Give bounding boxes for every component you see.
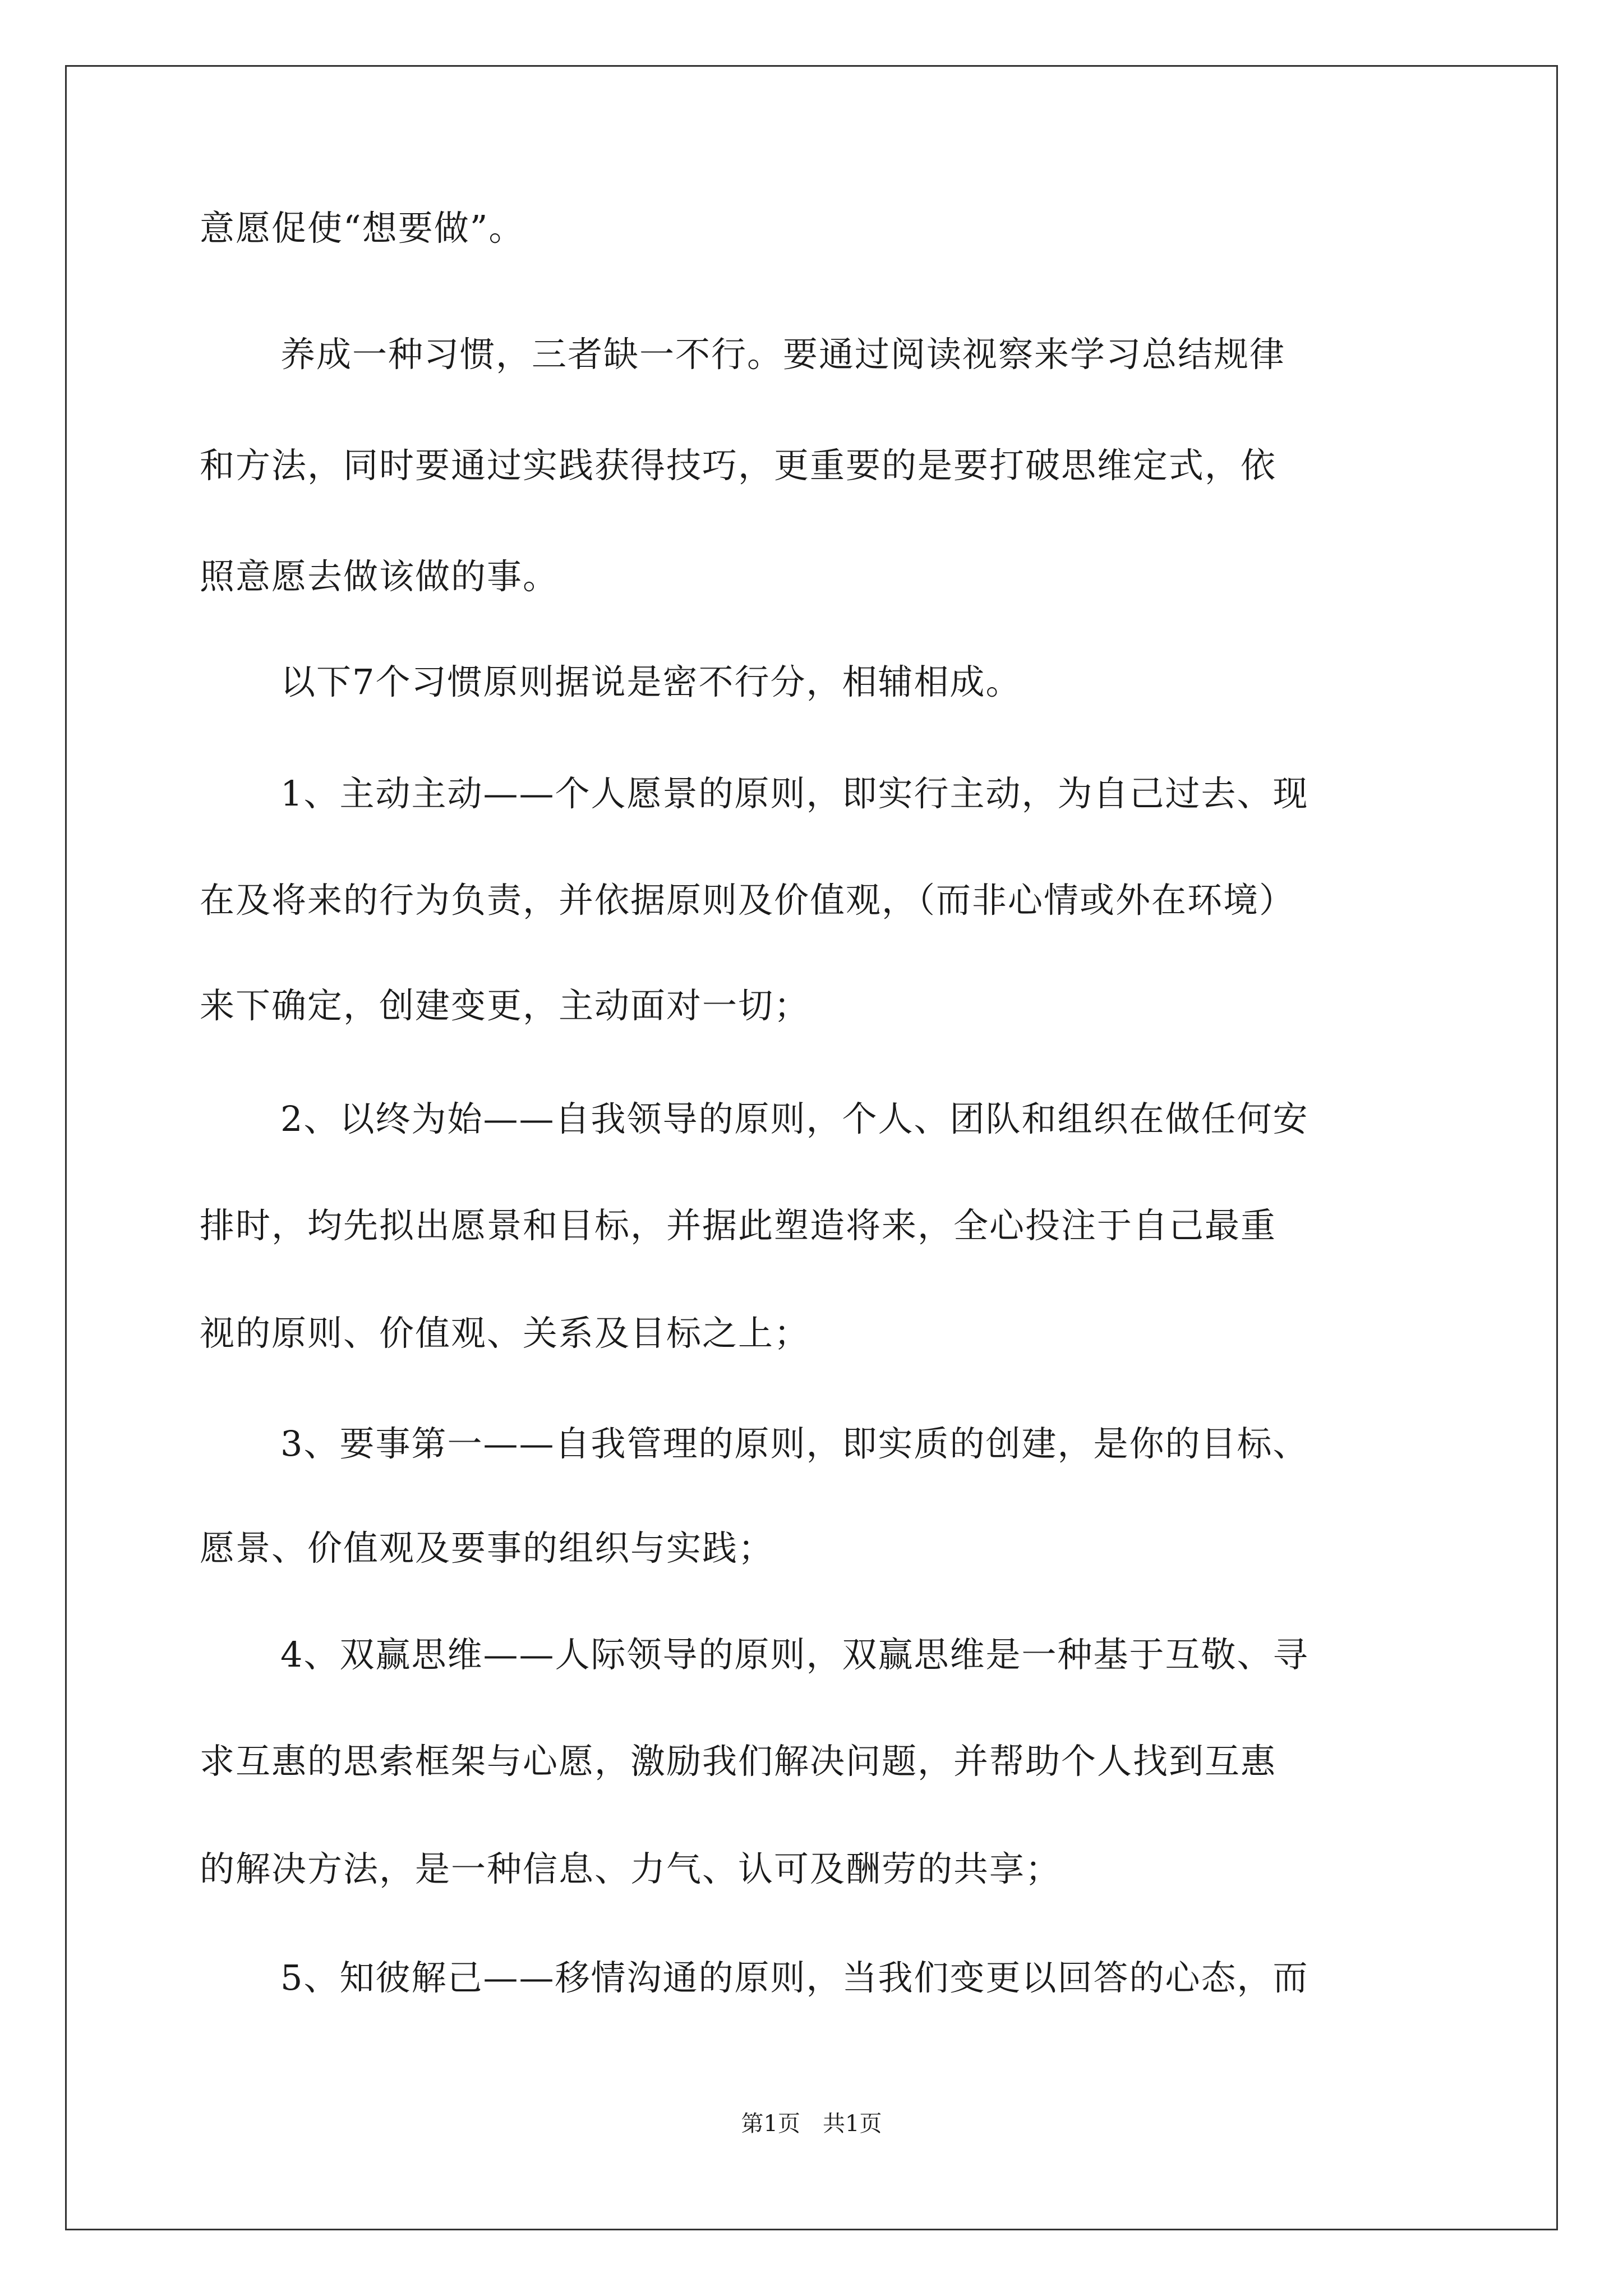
text-line: 在及将来的行为负责，并依据原则及价值观，（而非心情或外在环境）: [200, 880, 1295, 921]
text-line: 照意愿去做该做的事。: [200, 556, 559, 597]
text-line: 2、以终为始——自我领导的原则，个人、团队和组织在做任何安: [280, 1098, 1309, 1139]
page-border: [65, 65, 1558, 2230]
text-line: 1、主动主动——个人愿景的原则，即实行主动，为自己过去、现: [280, 773, 1309, 814]
text-line: 愿景、价值观及要事的组织与实践；: [200, 1527, 774, 1568]
text-line: 视的原则、价值观、关系及目标之上；: [200, 1313, 810, 1354]
text-line: 求互惠的思索框架与心愿，激励我们解决问题，并帮助个人找到互惠: [200, 1741, 1277, 1782]
text-line: 和方法，同时要通过实践获得技巧，更重要的是要打破思维定式，依: [200, 445, 1277, 486]
text-line: 来下确定，创建变更，主动面对一切；: [200, 985, 810, 1026]
text-line: 意愿促使“想要做”。: [200, 208, 525, 249]
text-line: 的解决方法，是一种信息、力气、认可及酬劳的共享；: [200, 1848, 1062, 1889]
text-line: 排时，均先拟出愿景和目标，并据此塑造将来，全心投注于自己最重: [200, 1205, 1277, 1246]
text-line: 养成一种习惯，三者缺一不行。要通过阅读视察来学习总结规律: [280, 334, 1286, 375]
text-line: 以下7个习惯原则据说是密不行分，相辅相成。: [280, 661, 1022, 702]
text-line: 3、要事第一——自我管理的原则，即实质的创建，是你的目标、: [280, 1423, 1309, 1464]
text-line: 4、双赢思维——人际领导的原则，双赢思维是一种基于互敬、寻: [280, 1634, 1309, 1675]
text-line: 5、知彼解己——移情沟通的原则，当我们变更以回答的心态，而: [280, 1957, 1309, 1998]
page-footer: 第1页 共1页: [741, 2111, 882, 2137]
